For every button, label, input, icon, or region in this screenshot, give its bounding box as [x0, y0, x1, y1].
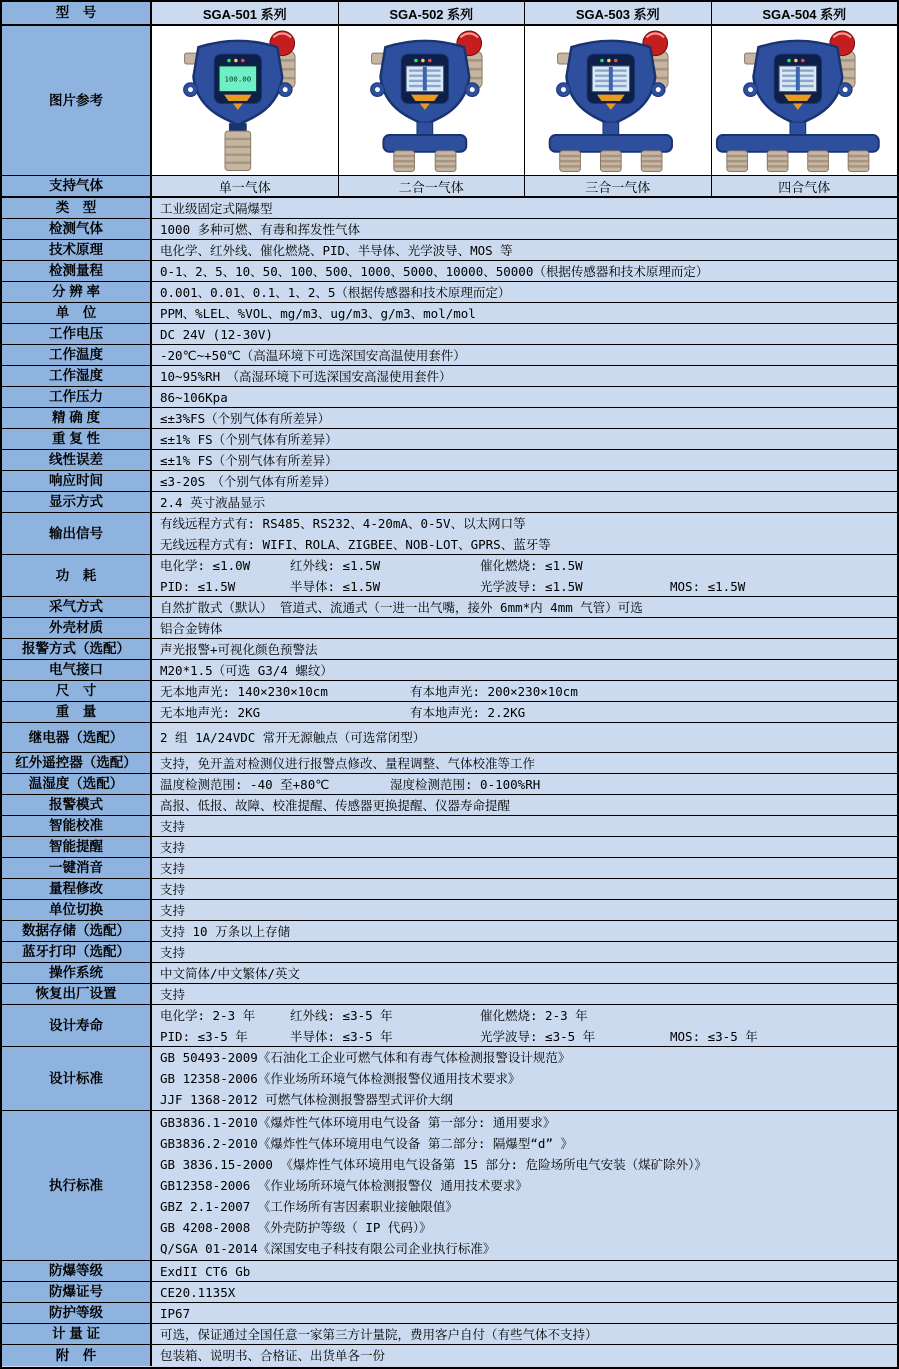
- spec-row-label: 线性误差: [2, 450, 152, 470]
- spec-row-label: 智能校准: [2, 816, 152, 836]
- spec-row-value: -20℃~+50℃（高温环境下可选深国安高温使用套件）: [160, 347, 466, 363]
- spec-row-label: 检测气体: [2, 219, 152, 239]
- spec-row-value: 无本地声光: 140×230×10cm 有本地声光: 200×230×10cm: [160, 683, 578, 699]
- spec-row: [2, 240, 897, 261]
- spec-row: [2, 492, 897, 513]
- spec-row-value: 高报、低报、故障、校准提醒、传感器更换提醒、仪器寿命提醒: [160, 797, 511, 813]
- spec-row-label: 单 位: [2, 303, 152, 323]
- spec-row-value: CE20.1135X: [160, 1284, 236, 1300]
- spec-row-label: 单位切换: [2, 900, 152, 920]
- spec-row-label: 防爆等级: [2, 1261, 152, 1281]
- spec-row-label: 重 复 性: [2, 429, 152, 449]
- gas-type-4in1: 四合气体: [778, 179, 831, 195]
- spec-row-label: 防爆证号: [2, 1282, 152, 1302]
- spec-row-value: 自然扩散式（默认） 管道式、流通式（一进一出气嘴，接外 6mm*内 4mm 气管）可选: [160, 599, 643, 615]
- spec-row-label: 外壳材质: [2, 618, 152, 638]
- image-row-label: 图片参考: [2, 26, 152, 175]
- spec-row-value: 电化学: ≤1.0W 红外线: ≤1.5W 催化燃烧: ≤1.5W PID: ≤1.5W 半导体: ≤1.5W 光学波导: ≤1.5W MOS: ≤1.5W: [160, 557, 746, 594]
- spec-row: [2, 618, 897, 639]
- spec-row-value: 支持: [160, 902, 186, 918]
- product-image-sga503: [525, 26, 712, 175]
- spec-row-value: 10~95%RH （高湿环境下可选深国安高湿使用套件）: [160, 368, 452, 384]
- spec-row-label: 电气接口: [2, 660, 152, 680]
- gas-type-single: 单一气体: [152, 176, 339, 196]
- spec-row-value: IP67: [160, 1305, 191, 1321]
- spec-row-value: ≤3-20S （个别气体有所差异）: [160, 473, 337, 489]
- spec-row-label: 量程修改: [2, 879, 152, 899]
- spec-row-value: ≤±3%FS（个别气体有所差异）: [160, 410, 331, 426]
- spec-row-value: 电化学: 2-3 年 红外线: ≤3-5 年 催化燃烧: 2-3 年 PID: ≤3-5 年 半导体: ≤3-5 年 光学波导: ≤3-5 年 MOS: ≤3-5 年: [160, 1007, 758, 1044]
- header-model-sga501: SGA-501 系列: [152, 2, 339, 24]
- header-model-sga503: SGA-503 系列: [525, 2, 712, 24]
- spec-row-label: 采气方式: [2, 597, 152, 617]
- spec-row-label: 工作湿度: [2, 366, 152, 386]
- spec-row-value: 可选，保证通过全国任意一家第三方计量院，费用客户自付（有些气体不支持）: [160, 1326, 598, 1342]
- spec-row: [2, 1047, 897, 1111]
- spec-row-value: 支持: [160, 986, 186, 1002]
- spec-rows-container: [2, 198, 897, 1366]
- spec-row: [2, 555, 897, 597]
- spec-row-value: 电化学、红外线、催化燃烧、PID、半导体、光学波导、MOS 等: [160, 242, 513, 258]
- gas-row-label: 支持气体: [2, 176, 152, 196]
- spec-row: [2, 1261, 897, 1282]
- spec-row-value: ≤±1% FS（个别气体有所差异）: [160, 452, 338, 468]
- spec-row-value: 支持 10 万条以上存储: [160, 923, 291, 939]
- spec-row: [2, 816, 897, 837]
- spec-row-value: GB 50493-2009《石油化工企业可燃气体和有毒气体检测报警设计规范》 GB 12358-2006《作业场所环境气体检测报警仪通用技术要求》 JJF 1368-2012 可燃气体检测报警器型式评价大纲: [160, 1050, 571, 1107]
- spec-row: [2, 921, 897, 942]
- spec-row-label: 继电器（选配）: [2, 723, 152, 752]
- spec-row: [2, 942, 897, 963]
- spec-row-label: 温湿度（选配）: [2, 774, 152, 794]
- spec-row: [2, 1345, 897, 1366]
- spec-row-label: 红外遥控器（选配）: [2, 753, 152, 773]
- spec-row-label: 分 辨 率: [2, 282, 152, 302]
- header-model-label: 型 号: [2, 2, 152, 24]
- spec-row-value: 86~106Kpa: [160, 389, 228, 405]
- spec-row-label: 设计标准: [2, 1047, 152, 1110]
- spec-row: [2, 795, 897, 816]
- spec-row: [2, 387, 897, 408]
- spec-row: [2, 324, 897, 345]
- spec-row-label: 恢复出厂设置: [2, 984, 152, 1004]
- spec-row: [2, 261, 897, 282]
- spec-row: [2, 900, 897, 921]
- spec-row: [2, 858, 897, 879]
- gas-type-2in1: 二合一气体: [339, 176, 526, 196]
- spec-row-value: 支持: [160, 860, 186, 876]
- spec-row: [2, 471, 897, 492]
- spec-row-label: 数据存储（选配）: [2, 921, 152, 941]
- spec-row-value: 工业级固定式隔爆型: [160, 200, 273, 216]
- spec-row-value: 无本地声光: 2KG 有本地声光: 2.2KG: [160, 704, 526, 720]
- spec-row-label: 尺 寸: [2, 681, 152, 701]
- spec-row-value: ≤±1% FS（个别气体有所差异）: [160, 431, 338, 447]
- spec-row: [2, 366, 897, 387]
- spec-row-label: 类 型: [2, 198, 152, 218]
- spec-row: [2, 1005, 897, 1047]
- spec-row-label: 防护等级: [2, 1303, 152, 1323]
- spec-row-label: 输出信号: [2, 513, 152, 554]
- spec-row-value: 温度检测范围: -40 至+80℃ 湿度检测范围: 0-100%RH: [160, 776, 541, 792]
- header-model-sga502: SGA-502 系列: [339, 2, 526, 24]
- spec-row-value: 2 组 1A/24VDC 常开无源触点（可选常闭型）: [160, 730, 426, 745]
- spec-row: [2, 702, 897, 723]
- spec-row: [2, 408, 897, 429]
- gas-type-3in1: 三合一气体: [525, 176, 712, 196]
- svg-text:100.00: 100.00: [224, 74, 252, 84]
- product-image-sga501: [152, 26, 339, 175]
- header-model-sga504: SGA-504 系列: [762, 6, 847, 22]
- spec-row: [2, 963, 897, 984]
- spec-row-value: 支持: [160, 881, 186, 897]
- spec-row: [2, 984, 897, 1005]
- spec-row-label: 精 确 度: [2, 408, 152, 428]
- spec-row: [2, 879, 897, 900]
- spec-row: [2, 219, 897, 240]
- spec-row-value: GB3836.1-2010《爆炸性气体环境用电气设备 第一部分: 通用要求》 GB3836.2-2010《爆炸性气体环境用电气设备 第二部分: 隔爆型“d” 》 GB 3836.15-2000 《爆炸性气体环境用电气设备第 15 部分: 危险场所电气安装（煤矿除外）》 GB12358-2006 《作业场所环境气体检测报警仪 通用技术要求》 GBZ 2.1-2007 《工作场所有害因素职业接触限值》 GB 4208-2008 《外壳防护等级（ IP 代码）》 Q/SGA 01-2014《深国安电子科技有限公司企业执行标准》: [160, 1115, 707, 1256]
- spec-row-label: 一键消音: [2, 858, 152, 878]
- spec-row-value: 1000 多种可燃、有毒和挥发性气体: [160, 221, 361, 237]
- spec-row-label: 工作温度: [2, 345, 152, 365]
- spec-row: [2, 660, 897, 681]
- spec-row: [2, 513, 897, 555]
- spec-row-value: 有线远程方式有: RS485、RS232、4-20mA、0-5V、以太网口等 无线远程方式有: WIFI、ROLA、ZIGBEE、NOB-LOT、GPRS、蓝牙等: [160, 515, 551, 552]
- gas-detector-1-sensor-image: [153, 27, 337, 174]
- spec-row-label: 操作系统: [2, 963, 152, 983]
- spec-row: [2, 1324, 897, 1345]
- spec-row: [2, 198, 897, 219]
- product-image-sga502: [339, 26, 526, 175]
- spec-row-label: 报警模式: [2, 795, 152, 815]
- spec-row: [2, 1111, 897, 1261]
- image-reference-row: [2, 26, 897, 176]
- spec-row: [2, 1282, 897, 1303]
- spec-row-value: 包装箱、说明书、合格证、出货单各一份: [160, 1348, 386, 1363]
- spec-row-value: 0-1、2、5、10、50、100、500、1000、5000、10000、50000（根据传感器和技术原理而定）: [160, 263, 709, 279]
- spec-row-label: 检测量程: [2, 261, 152, 281]
- spec-row-value: ExdII CT6 Gb: [160, 1263, 251, 1279]
- spec-row-label: 响应时间: [2, 471, 152, 491]
- header-row: [2, 2, 897, 26]
- spec-row: [2, 429, 897, 450]
- spec-row-value: PPM、%LEL、%VOL、mg/m3、ug/m3、g/m3、mol/mol: [160, 305, 476, 321]
- spec-row-label: 报警方式（选配）: [2, 639, 152, 659]
- spec-row: [2, 1303, 897, 1324]
- spec-row-value: 2.4 英寸液晶显示: [160, 494, 266, 510]
- spec-row: [2, 837, 897, 858]
- spec-row: [2, 345, 897, 366]
- spec-row: [2, 681, 897, 702]
- spec-row-value: 支持，免开盖对检测仪进行报警点修改、量程调整、气体校准等工作: [160, 755, 536, 771]
- spec-row-label: 重 量: [2, 702, 152, 722]
- spec-row-value: DC 24V (12-30V): [160, 326, 273, 342]
- spec-row: [2, 639, 897, 660]
- spec-row: [2, 753, 897, 774]
- spec-row-value: 支持: [160, 944, 186, 960]
- product-image-sga504: [712, 26, 898, 175]
- supported-gas-row: [2, 176, 897, 198]
- spec-row-value: 支持: [160, 839, 186, 855]
- spec-row-value: 声光报警+可视化颜色预警法: [160, 641, 318, 657]
- gas-detector-4-sensor-image: [713, 27, 897, 174]
- spec-row: [2, 597, 897, 618]
- spec-row-label: 技术原理: [2, 240, 152, 260]
- spec-row-label: 计 量 证: [2, 1324, 152, 1344]
- spec-row-label: 工作压力: [2, 387, 152, 407]
- spec-row: [2, 774, 897, 795]
- spec-row-value: 支持: [160, 818, 186, 834]
- spec-row-label: 设计寿命: [2, 1005, 152, 1046]
- spec-row-label: 功 耗: [2, 555, 152, 596]
- spec-row-value: 0.001、0.01、0.1、1、2、5（根据传感器和技术原理而定）: [160, 284, 511, 300]
- spec-row: [2, 282, 897, 303]
- gas-detector-3-sensor-image: [526, 27, 710, 174]
- spec-row-label: 附 件: [2, 1345, 152, 1366]
- gas-detector-2-sensor-image: [340, 27, 524, 174]
- spec-row: [2, 303, 897, 324]
- spec-row: [2, 450, 897, 471]
- spec-row-value: 铝合金铸体: [160, 620, 223, 636]
- spec-row-label: 显示方式: [2, 492, 152, 512]
- spec-row-value: M20*1.5（可选 G3/4 螺纹）: [160, 662, 333, 678]
- spec-row-label: 蓝牙打印（选配）: [2, 942, 152, 962]
- spec-row-label: 执行标准: [2, 1111, 152, 1260]
- spec-row: [2, 723, 897, 753]
- spec-row-label: 工作电压: [2, 324, 152, 344]
- spec-row-value: 中文简体/中文繁体/英文: [160, 965, 301, 981]
- spec-row-label: 智能提醒: [2, 837, 152, 857]
